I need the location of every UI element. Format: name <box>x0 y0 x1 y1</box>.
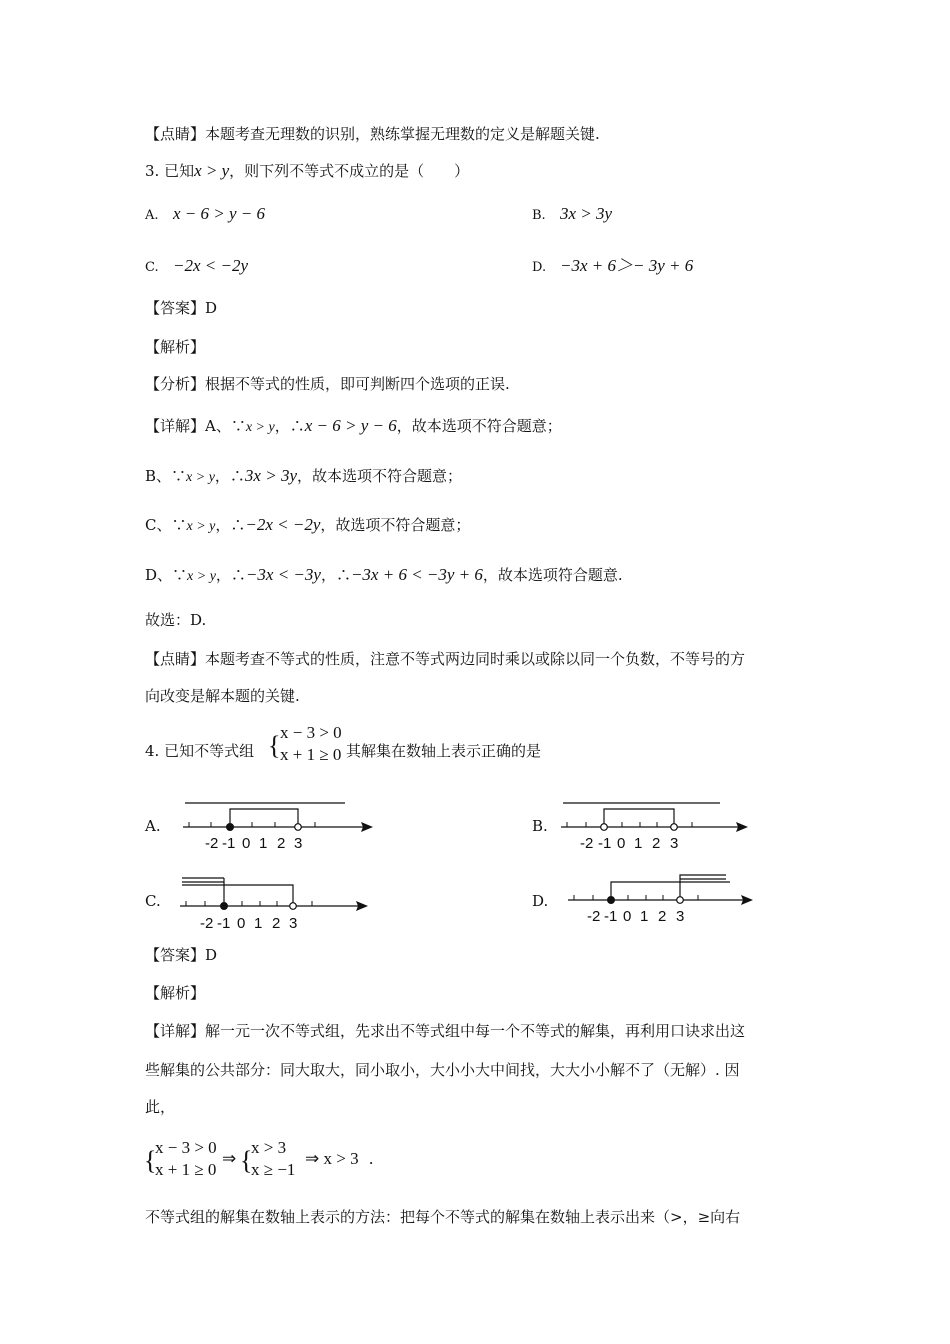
math: −3x < −3y <box>245 565 321 584</box>
derive-end: . <box>369 1149 374 1168</box>
math: x > y <box>186 470 215 485</box>
q3-condition: x > y <box>194 161 230 180</box>
text: ，∴ <box>320 566 351 584</box>
q4-option-a-label: A. <box>145 817 161 835</box>
q3-suffix: ，则下列不等式不成立的是（ ） <box>229 162 470 180</box>
q3-option-a <box>145 204 265 226</box>
q3-detail-b <box>145 466 462 488</box>
q4-detail-line2: 些解集的公共部分：同大取大，同小取小，大小小大中间找，大大小小解不了（无解）. 因 <box>145 1061 740 1079</box>
text: ，故本选项不符合题意； <box>296 467 462 485</box>
text: ，故本选项不符合题意； <box>396 417 562 435</box>
tick-label: -2 <box>580 835 594 852</box>
tick-label: 0 <box>617 835 626 852</box>
text: C、∵ <box>145 516 187 534</box>
system-bottom: x + 1 ≥ 0 <box>280 745 342 764</box>
derive-system-2 <box>251 1137 295 1181</box>
tick-label: 3 <box>289 915 298 932</box>
tick-label: -2 <box>587 908 601 925</box>
option-expr: −2x < −2y <box>173 256 249 275</box>
derive-system-1 <box>155 1137 217 1181</box>
q4-option-d-label: D. <box>532 892 549 910</box>
q4-suffix: 其解集在数轴上表示正确的是 <box>346 742 542 760</box>
q4-option-b-label: B. <box>532 817 548 835</box>
q3-option-c <box>145 256 248 278</box>
number-line-c <box>172 873 382 933</box>
q3-detail-c <box>145 515 470 537</box>
q3-option-b <box>532 204 612 226</box>
q4-analysis-title: 【解析】 <box>145 984 206 1002</box>
text: ，故选项不符合题意； <box>320 516 471 534</box>
q3-option-d <box>532 256 693 278</box>
text: ，∴ <box>274 417 305 435</box>
tick-label: -1 <box>598 835 612 852</box>
tick-label: 2 <box>277 835 286 852</box>
system-top: x > 3 <box>251 1138 287 1157</box>
text: ，∴ <box>215 566 246 584</box>
implies-arrow: ⇒ <box>222 1149 237 1168</box>
text: D、∵ <box>145 566 188 584</box>
q3-stem <box>145 161 469 181</box>
text: ，故本选项符合题意. <box>482 566 623 584</box>
q3-prefix: 3. 已知 <box>145 162 195 180</box>
solution-bracket <box>604 809 674 827</box>
tick-label: 2 <box>658 908 667 925</box>
tick-label: 0 <box>242 835 251 852</box>
math: −3x + 6 < −3y + 6 <box>350 565 483 584</box>
text: ，∴ <box>215 516 246 534</box>
option-label: D. <box>532 260 547 275</box>
solution-bracket <box>182 885 293 906</box>
math: x > y <box>186 519 216 534</box>
tick-label: 1 <box>254 915 263 932</box>
math: 3x > 3y <box>244 466 297 485</box>
math: x > y <box>245 420 275 435</box>
system-bottom: x ≥ −1 <box>251 1160 296 1179</box>
q4-detail-line3: 此， <box>145 1098 176 1116</box>
q4-detail-line1: 【详解】解一元一次不等式组，先求出不等式组中每一个不等式的解集，再利用口诀求出这 <box>145 1022 746 1040</box>
open-dot <box>295 824 302 831</box>
tick-label: -1 <box>217 915 231 932</box>
closed-dot <box>608 897 615 904</box>
q3-comment-line2: 向改变是解本题的关键. <box>145 687 300 705</box>
q3-analysis-title: 【解析】 <box>145 338 206 356</box>
tick-label: 3 <box>676 908 685 925</box>
tick-label: 1 <box>640 908 649 925</box>
open-dot <box>290 903 297 910</box>
option-expr: 3x > 3y <box>560 204 613 223</box>
left-brace: { <box>144 1146 157 1175</box>
number-line-a <box>175 795 385 855</box>
q3-answer: 【答案】D <box>145 299 218 317</box>
tick-label: 0 <box>237 915 246 932</box>
math: −2x < −2y <box>245 515 321 534</box>
tick-label: 3 <box>670 835 679 852</box>
tick-label: 2 <box>272 915 281 932</box>
left-brace: { <box>268 731 281 760</box>
tick-label: 1 <box>259 835 268 852</box>
q4-method: 不等式组的解集在数轴上表示的方法：把每个不等式的解集在数轴上表示出来（>，≥向右 <box>145 1208 741 1226</box>
number-line-d <box>560 868 770 928</box>
q3-detail-d <box>145 565 623 587</box>
derive-result: ⇒ x > 3 <box>305 1149 359 1168</box>
closed-dot <box>221 903 228 910</box>
tick-label: -2 <box>200 915 214 932</box>
solution-bracket <box>230 809 298 827</box>
text: B、∵ <box>145 467 187 485</box>
q4-prefix: 4. 已知不等式组 <box>145 742 255 760</box>
system-top: x − 3 > 0 <box>155 1138 217 1157</box>
q4-answer: 【答案】D <box>145 946 218 964</box>
option-expr: x − 6 > y − 6 <box>173 204 266 223</box>
option-label: C. <box>145 260 159 275</box>
left-brace: { <box>240 1146 253 1175</box>
math: x > y <box>187 569 216 584</box>
system-top: x − 3 > 0 <box>280 723 342 742</box>
q2-comment: 【点睛】本题考查无理数的识别，熟练掌握无理数的定义是解题关键. <box>145 125 600 143</box>
q4-system <box>280 722 342 766</box>
tick-label: 3 <box>294 835 303 852</box>
tick-label: -2 <box>205 835 219 852</box>
math: x − 6 > y − 6 <box>304 416 397 435</box>
tick-label: 0 <box>623 908 632 925</box>
open-dot <box>671 824 678 831</box>
option-label: B. <box>532 208 546 223</box>
tick-label: -1 <box>222 835 236 852</box>
open-dot <box>677 897 684 904</box>
q3-analysis: 【分析】根据不等式的性质，即可判断四个选项的正误. <box>145 375 510 393</box>
q3-comment-line1: 【点睛】本题考查不等式的性质，注意不等式两边同时乘以或除以同一个负数，不等号的方 <box>145 650 746 668</box>
system-bottom: x + 1 ≥ 0 <box>155 1160 217 1179</box>
tick-label: 1 <box>634 835 643 852</box>
option-expr: −3x + 6＞− 3y + 6 <box>560 256 694 275</box>
open-dot <box>601 824 608 831</box>
closed-dot <box>227 824 234 831</box>
option-label: A. <box>145 208 159 223</box>
tick-label: 2 <box>652 835 661 852</box>
text: ，∴ <box>214 467 245 485</box>
q3-detail-a <box>145 416 562 438</box>
q3-choose: 故选：D. <box>145 611 207 629</box>
tick-label: -1 <box>604 908 618 925</box>
text: 【详解】A、∵ <box>145 417 246 435</box>
number-line-b <box>553 795 763 855</box>
solution-bracket <box>611 882 730 900</box>
q4-option-c-label: C. <box>145 892 161 910</box>
